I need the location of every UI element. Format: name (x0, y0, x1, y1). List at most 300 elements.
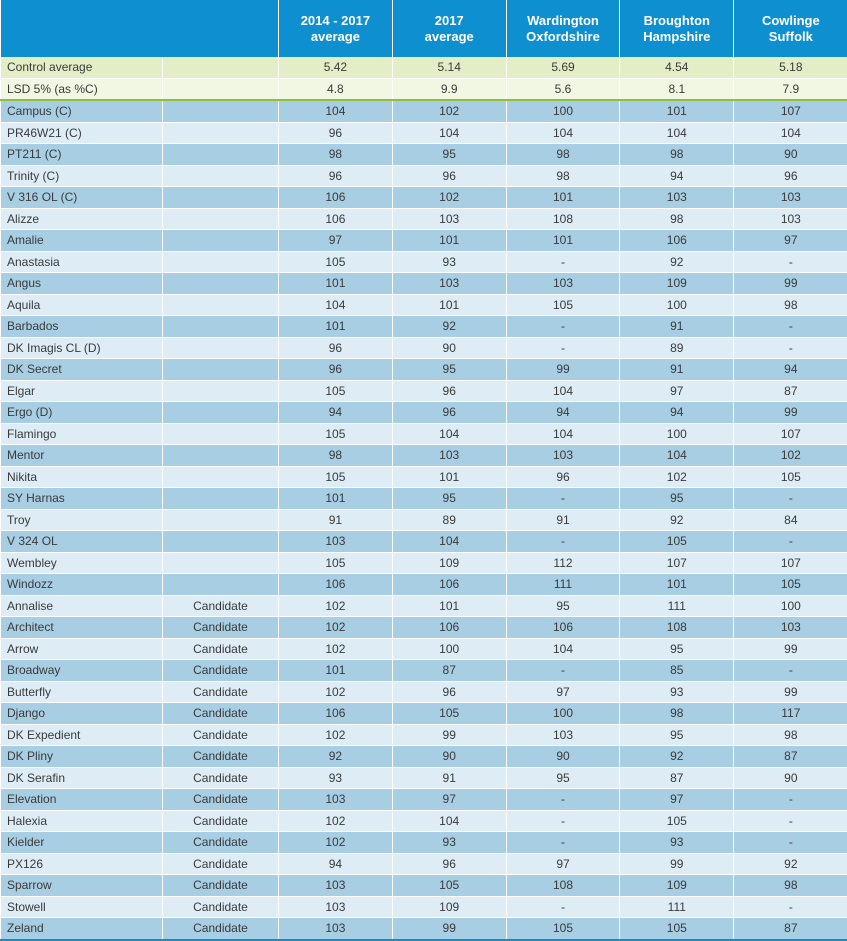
value-cell: 92 (734, 853, 847, 875)
value-cell: 90 (734, 767, 847, 789)
header-column-broughton: Broughton Hampshire (620, 0, 734, 57)
value-cell: 101 (506, 230, 620, 252)
value-cell: 98 (734, 875, 847, 897)
category-cell: Candidate (163, 703, 279, 725)
value-cell: 94 (279, 402, 393, 424)
value-cell: 104 (506, 122, 620, 144)
value-cell: 103 (279, 896, 393, 918)
value-cell: 105 (279, 423, 393, 445)
value-cell: 4.8 (279, 78, 393, 100)
variety-name-cell: Wembley (1, 552, 163, 574)
table-row (1, 853, 847, 875)
value-cell: - (734, 337, 847, 359)
variety-name-cell: Sparrow (1, 875, 163, 897)
value-cell: 98 (734, 294, 847, 316)
table-row (1, 681, 847, 703)
value-cell: - (506, 896, 620, 918)
table-row (1, 574, 847, 596)
value-cell: - (734, 488, 847, 510)
table-row (1, 552, 847, 574)
table-row (1, 423, 847, 445)
variety-name-cell: V 316 OL (C) (1, 187, 163, 209)
value-cell: 104 (734, 122, 847, 144)
table-row (1, 316, 847, 338)
table-row (1, 402, 847, 424)
category-cell: Candidate (163, 832, 279, 854)
category-cell: Candidate (163, 789, 279, 811)
value-cell: 5.42 (279, 57, 393, 78)
category-cell (163, 251, 279, 273)
category-cell: Candidate (163, 853, 279, 875)
category-cell (163, 552, 279, 574)
value-cell: 107 (620, 552, 734, 574)
value-cell: 93 (392, 251, 506, 273)
table-header (1, 0, 847, 57)
table-row (1, 445, 847, 467)
category-cell (163, 122, 279, 144)
value-cell: 107 (734, 423, 847, 445)
value-cell: 99 (392, 918, 506, 940)
value-cell: 100 (392, 638, 506, 660)
value-cell: 87 (734, 380, 847, 402)
value-cell: 105 (279, 380, 393, 402)
variety-name-cell: Control average (1, 57, 163, 78)
header-column-cowlinge: Cowlinge Suffolk (734, 0, 847, 57)
value-cell: 103 (734, 208, 847, 230)
value-cell: 105 (279, 466, 393, 488)
value-cell: 94 (734, 359, 847, 381)
value-cell: 93 (620, 832, 734, 854)
value-cell: - (734, 531, 847, 553)
value-cell: 95 (392, 359, 506, 381)
value-cell: 5.6 (506, 78, 620, 100)
value-cell: 93 (392, 832, 506, 854)
category-cell (163, 423, 279, 445)
value-cell: 104 (392, 423, 506, 445)
table-row (1, 187, 847, 209)
value-cell: 100 (734, 595, 847, 617)
value-cell: 85 (620, 660, 734, 682)
category-cell (163, 337, 279, 359)
value-cell: 87 (620, 767, 734, 789)
value-cell: 95 (620, 488, 734, 510)
value-cell: 102 (734, 445, 847, 467)
value-cell: 102 (392, 187, 506, 209)
variety-name-cell: Troy (1, 509, 163, 531)
value-cell: 117 (734, 703, 847, 725)
category-cell (163, 359, 279, 381)
value-cell: 100 (506, 703, 620, 725)
value-cell: 102 (279, 810, 393, 832)
value-cell: 98 (620, 144, 734, 166)
value-cell: 103 (734, 187, 847, 209)
value-cell: 103 (279, 789, 393, 811)
value-cell: 5.69 (506, 57, 620, 78)
value-cell: 97 (506, 853, 620, 875)
table-row (1, 144, 847, 166)
value-cell: 106 (620, 230, 734, 252)
table-row (1, 466, 847, 488)
value-cell: 102 (279, 617, 393, 639)
variety-name-cell: LSD 5% (as %C) (1, 78, 163, 100)
value-cell: 111 (620, 595, 734, 617)
table-row (1, 531, 847, 553)
value-cell: 97 (392, 789, 506, 811)
value-cell: 92 (392, 316, 506, 338)
category-cell (163, 574, 279, 596)
variety-name-cell: Elevation (1, 789, 163, 811)
category-cell: Candidate (163, 767, 279, 789)
lsd-row (1, 78, 847, 100)
category-cell (163, 100, 279, 122)
value-cell: 91 (506, 509, 620, 531)
value-cell: 98 (620, 208, 734, 230)
variety-name-cell: Windozz (1, 574, 163, 596)
value-cell: 101 (279, 660, 393, 682)
category-cell: Candidate (163, 724, 279, 746)
value-cell: - (506, 316, 620, 338)
variety-name-cell: Architect (1, 617, 163, 639)
value-cell: 99 (734, 402, 847, 424)
value-cell: - (734, 810, 847, 832)
value-cell: 103 (506, 724, 620, 746)
value-cell: - (734, 896, 847, 918)
value-cell: 101 (620, 574, 734, 596)
category-cell (163, 78, 279, 100)
value-cell: 98 (506, 144, 620, 166)
header-row (1, 0, 847, 57)
value-cell: 100 (506, 100, 620, 122)
value-cell: 103 (620, 187, 734, 209)
value-cell: 94 (279, 853, 393, 875)
value-cell: 107 (734, 552, 847, 574)
value-cell: 102 (620, 466, 734, 488)
table-row (1, 724, 847, 746)
value-cell: - (734, 832, 847, 854)
value-cell: 95 (392, 144, 506, 166)
value-cell: 95 (506, 595, 620, 617)
value-cell: 98 (620, 703, 734, 725)
value-cell: 84 (734, 509, 847, 531)
value-cell: 97 (734, 230, 847, 252)
value-cell: 93 (279, 767, 393, 789)
variety-name-cell: Django (1, 703, 163, 725)
value-cell: 103 (392, 208, 506, 230)
value-cell: - (734, 660, 847, 682)
value-cell: 101 (279, 316, 393, 338)
value-cell: 91 (392, 767, 506, 789)
value-cell: 91 (279, 509, 393, 531)
category-cell (163, 445, 279, 467)
variety-name-cell: Stowell (1, 896, 163, 918)
value-cell: 102 (392, 100, 506, 122)
value-cell: - (506, 531, 620, 553)
value-cell: 90 (734, 144, 847, 166)
value-cell: 100 (620, 294, 734, 316)
value-cell: 104 (392, 531, 506, 553)
header-column-wardington: Wardington Oxfordshire (506, 0, 620, 57)
category-cell (163, 380, 279, 402)
category-cell: Candidate (163, 638, 279, 660)
value-cell: 101 (392, 294, 506, 316)
variety-name-cell: Aquila (1, 294, 163, 316)
category-cell: Candidate (163, 617, 279, 639)
value-cell: 87 (734, 746, 847, 768)
value-cell: 103 (506, 273, 620, 295)
table-row (1, 875, 847, 897)
table-row (1, 509, 847, 531)
value-cell: 94 (620, 402, 734, 424)
table-row (1, 165, 847, 187)
value-cell: 99 (734, 638, 847, 660)
value-cell: 101 (506, 187, 620, 209)
value-cell: 98 (506, 165, 620, 187)
category-cell: Candidate (163, 918, 279, 940)
value-cell: 5.14 (392, 57, 506, 78)
value-cell: 99 (734, 273, 847, 295)
value-cell: 101 (392, 595, 506, 617)
table-row (1, 100, 847, 122)
category-cell: Candidate (163, 810, 279, 832)
value-cell: 103 (506, 445, 620, 467)
value-cell: 105 (620, 918, 734, 940)
value-cell: 101 (279, 273, 393, 295)
value-cell: 99 (392, 724, 506, 746)
header-column-2014-2017: 2014 - 2017 average (279, 0, 393, 57)
value-cell: 109 (620, 875, 734, 897)
value-cell: 87 (392, 660, 506, 682)
variety-name-cell: PX126 (1, 853, 163, 875)
value-cell: 105 (279, 552, 393, 574)
table-row (1, 617, 847, 639)
value-cell: 96 (392, 853, 506, 875)
value-cell: 105 (734, 466, 847, 488)
value-cell: 92 (279, 746, 393, 768)
category-cell (163, 294, 279, 316)
value-cell: 105 (506, 294, 620, 316)
value-cell: 103 (392, 445, 506, 467)
category-cell: Candidate (163, 746, 279, 768)
variety-name-cell: SY Harnas (1, 488, 163, 510)
value-cell: 100 (620, 423, 734, 445)
category-cell (163, 466, 279, 488)
category-cell (163, 187, 279, 209)
value-cell: - (506, 789, 620, 811)
variety-name-cell: DK Serafin (1, 767, 163, 789)
value-cell: 102 (279, 595, 393, 617)
table-row (1, 122, 847, 144)
category-cell (163, 144, 279, 166)
value-cell: - (506, 810, 620, 832)
table-row (1, 208, 847, 230)
table-row (1, 789, 847, 811)
value-cell: 96 (279, 359, 393, 381)
value-cell: 105 (506, 918, 620, 940)
table-row (1, 359, 847, 381)
value-cell: 5.18 (734, 57, 847, 78)
value-cell: 96 (392, 380, 506, 402)
value-cell: 106 (392, 574, 506, 596)
table-row (1, 810, 847, 832)
category-cell (163, 165, 279, 187)
value-cell: 87 (734, 918, 847, 940)
variety-name-cell: Halexia (1, 810, 163, 832)
control-average-row (1, 57, 847, 78)
header-name-column (1, 0, 163, 57)
value-cell: 106 (279, 703, 393, 725)
category-cell (163, 57, 279, 78)
table-row (1, 832, 847, 854)
value-cell: 104 (506, 380, 620, 402)
value-cell: 98 (279, 144, 393, 166)
variety-name-cell: Nikita (1, 466, 163, 488)
value-cell: 105 (620, 531, 734, 553)
value-cell: 101 (620, 100, 734, 122)
value-cell: 94 (620, 165, 734, 187)
variety-name-cell: Arrow (1, 638, 163, 660)
category-cell: Candidate (163, 896, 279, 918)
table-row (1, 703, 847, 725)
category-cell: Candidate (163, 875, 279, 897)
category-cell (163, 208, 279, 230)
value-cell: 103 (279, 531, 393, 553)
value-cell: 96 (506, 466, 620, 488)
table-row (1, 230, 847, 252)
variety-name-cell: Flamingo (1, 423, 163, 445)
variety-name-cell: Broadway (1, 660, 163, 682)
value-cell: 98 (734, 724, 847, 746)
table-row (1, 660, 847, 682)
value-cell: 93 (620, 681, 734, 703)
variety-name-cell: Campus (C) (1, 100, 163, 122)
value-cell: 104 (279, 100, 393, 122)
variety-name-cell: DK Imagis CL (D) (1, 337, 163, 359)
value-cell: 103 (734, 617, 847, 639)
value-cell: - (506, 832, 620, 854)
value-cell: 105 (392, 703, 506, 725)
value-cell: - (506, 488, 620, 510)
table-row (1, 896, 847, 918)
variety-name-cell: Ergo (D) (1, 402, 163, 424)
value-cell: 92 (620, 509, 734, 531)
value-cell: 108 (620, 617, 734, 639)
value-cell: 103 (279, 918, 393, 940)
variety-name-cell: Angus (1, 273, 163, 295)
variety-name-cell: DK Expedient (1, 724, 163, 746)
variety-name-cell: PR46W21 (C) (1, 122, 163, 144)
value-cell: 96 (392, 681, 506, 703)
variety-name-cell: Zeland (1, 918, 163, 940)
category-cell (163, 488, 279, 510)
category-cell (163, 531, 279, 553)
variety-name-cell: Trinity (C) (1, 165, 163, 187)
value-cell: 90 (506, 746, 620, 768)
variety-name-cell: Annalise (1, 595, 163, 617)
table-body (1, 57, 847, 940)
table-row (1, 918, 847, 940)
value-cell: 96 (279, 337, 393, 359)
category-cell (163, 509, 279, 531)
value-cell: 97 (279, 230, 393, 252)
value-cell: 99 (620, 853, 734, 875)
value-cell: - (506, 660, 620, 682)
value-cell: 101 (392, 230, 506, 252)
variety-name-cell: Alizze (1, 208, 163, 230)
variety-name-cell: V 324 OL (1, 531, 163, 553)
category-cell: Candidate (163, 681, 279, 703)
value-cell: 104 (392, 810, 506, 832)
value-cell: 92 (620, 746, 734, 768)
value-cell: 95 (620, 724, 734, 746)
value-cell: 91 (620, 316, 734, 338)
value-cell: 109 (392, 552, 506, 574)
value-cell: 95 (620, 638, 734, 660)
value-cell: 107 (734, 100, 847, 122)
value-cell: 103 (392, 273, 506, 295)
variety-name-cell: DK Pliny (1, 746, 163, 768)
table-row (1, 273, 847, 295)
value-cell: 8.1 (620, 78, 734, 100)
category-cell (163, 402, 279, 424)
variety-name-cell: Mentor (1, 445, 163, 467)
value-cell: 97 (620, 380, 734, 402)
value-cell: 109 (620, 273, 734, 295)
variety-name-cell: Kielder (1, 832, 163, 854)
value-cell: 101 (279, 488, 393, 510)
value-cell: 101 (392, 466, 506, 488)
value-cell: 104 (620, 122, 734, 144)
value-cell: 4.54 (620, 57, 734, 78)
table-row (1, 746, 847, 768)
category-cell: Candidate (163, 660, 279, 682)
value-cell: 92 (620, 251, 734, 273)
value-cell: 105 (734, 574, 847, 596)
value-cell: 9.9 (392, 78, 506, 100)
category-cell (163, 230, 279, 252)
value-cell: 99 (734, 681, 847, 703)
value-cell: 96 (279, 165, 393, 187)
value-cell: 89 (392, 509, 506, 531)
category-cell (163, 316, 279, 338)
value-cell: 109 (392, 896, 506, 918)
value-cell: 95 (392, 488, 506, 510)
header-category-column (163, 0, 279, 57)
value-cell: 91 (620, 359, 734, 381)
table-row (1, 294, 847, 316)
table-row (1, 251, 847, 273)
value-cell: - (734, 789, 847, 811)
category-cell: Candidate (163, 595, 279, 617)
value-cell: 102 (279, 832, 393, 854)
value-cell: 106 (392, 617, 506, 639)
value-cell: 98 (279, 445, 393, 467)
table-row (1, 595, 847, 617)
value-cell: 104 (620, 445, 734, 467)
value-cell: 111 (506, 574, 620, 596)
value-cell: 96 (392, 165, 506, 187)
value-cell: - (506, 337, 620, 359)
value-cell: 90 (392, 746, 506, 768)
variety-name-cell: Elgar (1, 380, 163, 402)
variety-name-cell: PT211 (C) (1, 144, 163, 166)
variety-name-cell: Barbados (1, 316, 163, 338)
value-cell: 104 (392, 122, 506, 144)
value-cell: 90 (392, 337, 506, 359)
value-cell: 102 (279, 638, 393, 660)
value-cell: 104 (506, 423, 620, 445)
variety-name-cell: DK Secret (1, 359, 163, 381)
variety-name-cell: Amalie (1, 230, 163, 252)
